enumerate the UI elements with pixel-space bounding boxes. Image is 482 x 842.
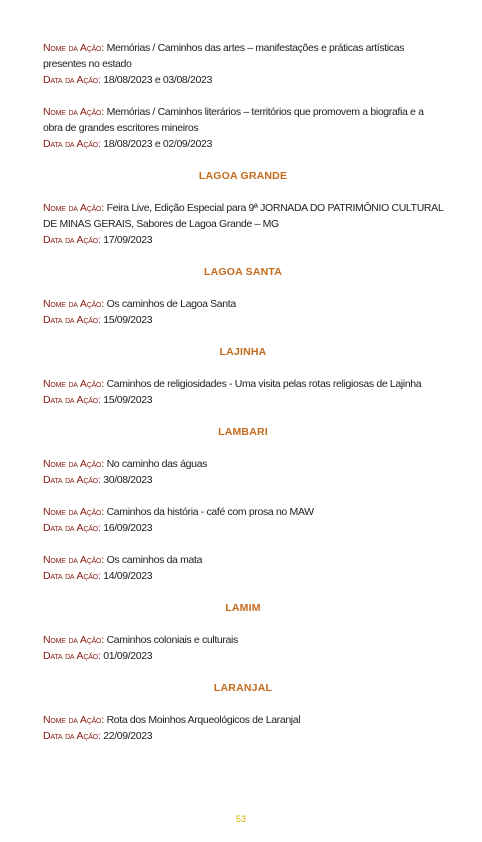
- action-entry: [43, 712, 443, 744]
- action-name: Memórias / Caminhos das artes – manifestações e práticas artísticas presentes no estado: [43, 42, 405, 70]
- action-date-label: Data da Ação:: [43, 138, 101, 150]
- action-date: 01/09/2023: [103, 650, 153, 662]
- action-name-label: Nome da Ação:: [43, 554, 104, 566]
- action-date: 18/08/2023 e 02/09/2023: [103, 138, 212, 150]
- action-entry: [43, 632, 443, 664]
- action-name: Memórias / Caminhos literários – territórios que promovem a biografia e a obra de grandes escritores mineiros: [43, 106, 424, 134]
- action-entry: [43, 552, 443, 584]
- action-date-label: Data da Ação:: [43, 650, 101, 662]
- action-date-label: Data da Ação:: [43, 522, 101, 534]
- action-entry: [43, 104, 443, 152]
- city-heading-lamim: LAMIM: [225, 602, 261, 614]
- action-name: Caminhos da história - café com prosa no MAW: [106, 506, 314, 518]
- action-name: Os caminhos da mata: [106, 554, 203, 566]
- action-name: Os caminhos de Lagoa Santa: [106, 298, 236, 310]
- city-heading-lagoa-grande: LAGOA GRANDE: [198, 170, 288, 182]
- action-entry: [43, 376, 443, 408]
- action-entry: [43, 504, 443, 536]
- action-name-label: Nome da Ação:: [43, 634, 104, 646]
- action-date: 14/09/2023: [103, 570, 153, 582]
- action-name-label: Nome da Ação:: [43, 106, 104, 118]
- city-heading-lambari: LAMBARI: [218, 426, 268, 438]
- action-entry: [43, 40, 443, 88]
- city-heading-laranjal: LARANJAL: [213, 682, 273, 694]
- action-date-label: Data da Ação:: [43, 474, 101, 486]
- action-date-label: Data da Ação:: [43, 234, 101, 246]
- action-name-label: Nome da Ação:: [43, 506, 104, 518]
- action-name-label: Nome da Ação:: [43, 714, 104, 726]
- action-date: 15/09/2023: [103, 394, 153, 406]
- action-name: Caminhos coloniais e culturais: [106, 634, 238, 646]
- action-date-label: Data da Ação:: [43, 730, 101, 742]
- action-date-label: Data da Ação:: [43, 570, 101, 582]
- action-date-label: Data da Ação:: [43, 314, 101, 326]
- action-date: 18/08/2023 e 03/08/2023: [103, 74, 212, 86]
- action-date-label: Data da Ação:: [43, 74, 101, 86]
- document-body: [43, 40, 443, 760]
- city-heading-lajinha: LAJINHA: [219, 346, 267, 358]
- action-name: Rota dos Moinhos Arqueológicos de Laranjal: [106, 714, 301, 726]
- action-name-label: Nome da Ação:: [43, 42, 104, 54]
- action-name: No caminho das águas: [106, 458, 207, 470]
- action-name-label: Nome da Ação:: [43, 458, 104, 470]
- action-date: 15/09/2023: [103, 314, 153, 326]
- action-name-label: Nome da Ação:: [43, 202, 104, 214]
- action-date-label: Data da Ação:: [43, 394, 101, 406]
- action-name: Caminhos de religiosidades - Uma visita pelas rotas religiosas de Lajinha: [106, 378, 422, 390]
- action-name: Feira Live, Edição Especial para 9ª JORNADA DO PATRIMÔNIO CULTURAL DE MINAS GERAIS, Sabores de Lagoa Grande – MG: [43, 202, 443, 230]
- action-entry: [43, 296, 443, 328]
- action-entry: [43, 456, 443, 488]
- action-date: 17/09/2023: [103, 234, 153, 246]
- city-heading-lagoa-santa: LAGOA SANTA: [203, 266, 283, 278]
- action-date: 16/09/2023: [103, 522, 153, 534]
- action-name-label: Nome da Ação:: [43, 298, 104, 310]
- action-entry: [43, 200, 443, 248]
- action-name-label: Nome da Ação:: [43, 378, 104, 390]
- action-date: 22/09/2023: [103, 730, 153, 742]
- page-number: 53: [235, 814, 246, 824]
- action-date: 30/08/2023: [103, 474, 153, 486]
